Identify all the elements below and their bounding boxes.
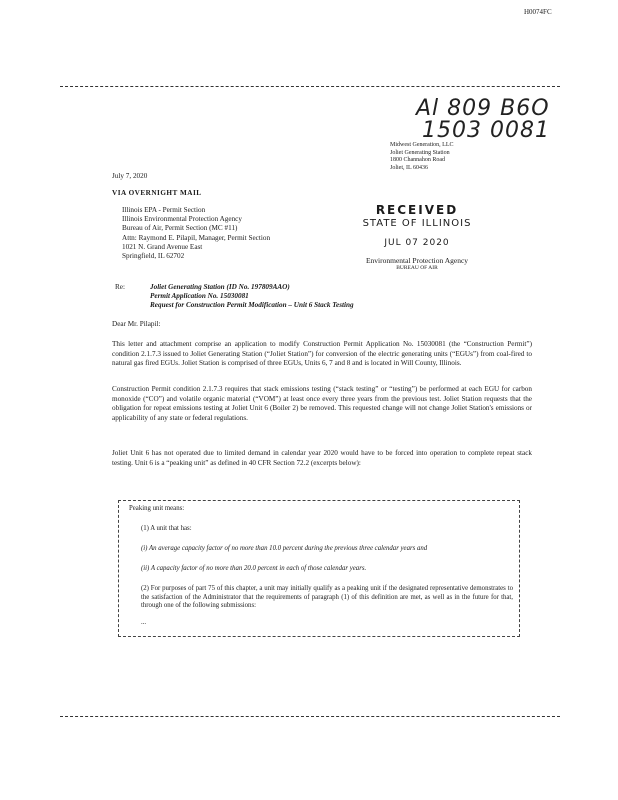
paragraph-2: Construction Permit condition 2.1.7.3 requires that stack emissions testing (“stack testing” or “testing”) be performed at each EGU for carbon monoxide (“CO”) and volatile organic material (“VOM”) at least once every three years from the previous test. Joliet Station requests that the obligation for repeat emissions testing at Joliet Unit 6 (Boiler 2) be removed. This requested change will not change Joliet Station's emissions or applicability of any state or federal regulations. — [112, 385, 532, 422]
paragraph-3: Joliet Unit 6 has not operated due to limited demand in calendar year 2020 would have to be forced into operation to complete repeat stack testing. Unit 6 is a “peaking unit” as defined in 40 CFR Section 72.2 (excerpts below): — [112, 449, 532, 467]
excerpt-ellipsis: ... — [141, 619, 147, 626]
received-stamp — [352, 203, 482, 271]
excerpt-heading: Peaking unit means: — [129, 505, 185, 512]
excerpt-item-1-i: (i) An average capacity factor of no more than 10.0 percent during the previous three calendar years and — [141, 545, 428, 552]
stamp-agency: Environmental Protection Agency — [365, 256, 469, 265]
recipient-line: Bureau of Air, Permit Section (MC #11) — [122, 224, 238, 233]
sender-line: Joliet Generating Station — [390, 149, 450, 156]
letter-date: July 7, 2020 — [112, 172, 148, 180]
regulation-excerpt-box — [118, 500, 520, 637]
paragraph-1: This letter and attachment comprise an application to modify Construction Permit Application No. 15030081 (the “Construction Permit”) condition 2.1.7.3 issued to Joliet Generating Station (“Joliet Station”) for conversion of the electric generating units (“EGUs”) from coal-fired to natural gas fired EGUs. Joliet Station is comprised of three EGUs, Units 6, 7 and 8 and is located in Will County, Illinois. — [112, 340, 532, 367]
stamp-received: RECEIVED — [375, 203, 459, 217]
stamp-date: JUL 07 2020 — [384, 238, 450, 248]
stamp-state: STATE OF ILLINOIS — [362, 218, 472, 229]
excerpt-item-1-ii: (ii) A capacity factor of no more than 20.0 percent in each of those calendar years. — [141, 565, 367, 572]
sender-line: Joliet, IL 60436 — [390, 164, 428, 171]
recipient-address — [122, 206, 270, 261]
sender-address — [390, 142, 454, 172]
re-label: Re: — [115, 283, 125, 291]
excerpt-item-1: (1) A unit that has: — [141, 525, 192, 532]
recipient-line: Illinois Environmental Protection Agency — [122, 215, 242, 224]
re-line-2: Permit Application No. 15030081 — [150, 292, 249, 300]
delivery-method: VIA OVERNIGHT MAIL — [112, 189, 202, 197]
re-line-1: Joliet Generating Station (ID No. 197809AAO) — [150, 283, 290, 291]
sender-line: Midwest Generation, LLC — [390, 142, 454, 148]
re-line-3: Request for Construction Permit Modification – Unit 6 Stack Testing — [150, 301, 354, 309]
top-divider — [60, 86, 560, 87]
bottom-divider — [60, 716, 560, 717]
handwritten-id: Al 809 B6O — [416, 96, 550, 121]
page-id: H0074FC — [524, 8, 552, 16]
recipient-line: Springfield, IL 62702 — [122, 252, 185, 261]
recipient-line: 1021 N. Grand Avenue East — [122, 242, 203, 251]
excerpt-item-2: (2) For purposes of part 75 of this chapter, a unit may initially qualify as a peaking unit if the designated representative demonstrates to the satisfaction of the Administrator that the requirements of paragraph (1) of this definition are met, as well as in the future for that, through one of the following submissions: — [141, 585, 513, 609]
recipient-line: Illinois EPA - Permit Section — [122, 206, 206, 214]
salutation: Dear Mr. Pilapil: — [112, 320, 161, 328]
recipient-line: Attn: Raymond E. Pilapil, Manager, Permit Section — [122, 233, 271, 242]
handwritten-application: 1503 0081 — [422, 118, 550, 143]
sender-line: 1800 Channahon Road — [390, 157, 445, 163]
stamp-bureau: BUREAU OF AIR — [396, 265, 438, 271]
